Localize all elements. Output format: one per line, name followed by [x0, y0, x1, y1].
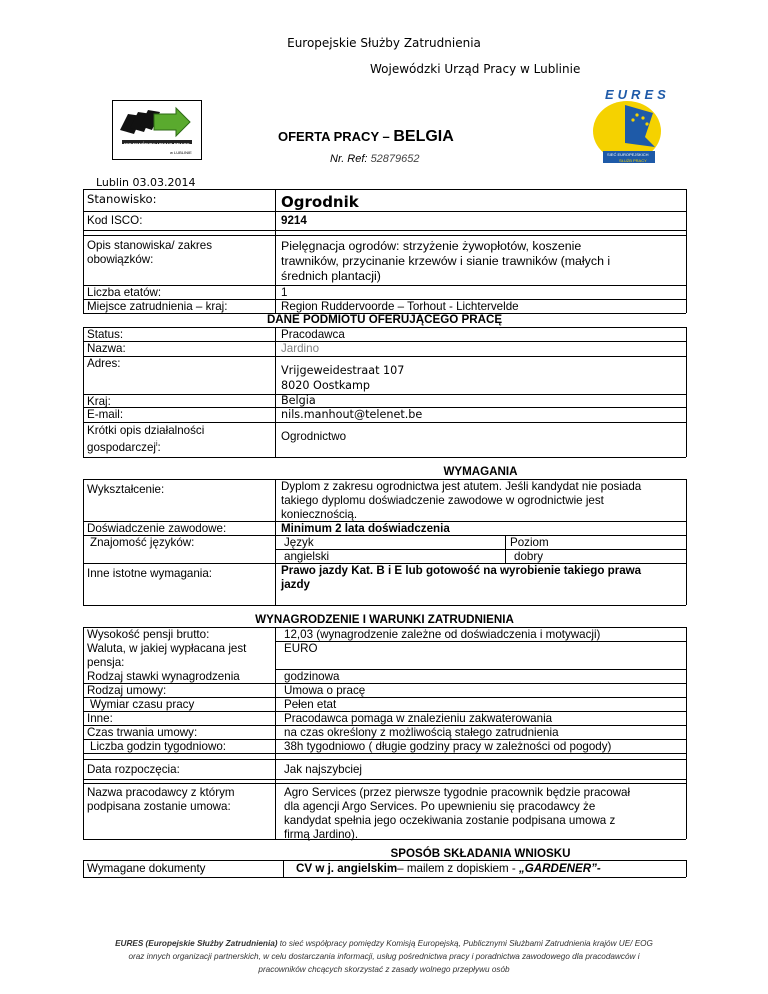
status-label: Status: [87, 328, 124, 341]
etatow-value: 1 [281, 286, 288, 299]
nazwa-value: Jardino [281, 342, 320, 355]
dzialalnosc-value: Ogrodnictwo [281, 430, 347, 443]
doswiadczenie-label: Doświadczenie zawodowe: [87, 522, 227, 535]
pensja-label: Wysokość pensji brutto: [87, 628, 210, 641]
start-label: Data rozpoczęcia: [87, 763, 180, 776]
pracodawca-value: Agro Services (przez pierwsze tygodnie pracownik będzie pracował dla agencji Argo Services. Po upewnieniu się pracodawcy że kandydat spełnia jego oczekiwania zostanie podpisana umowa z firmą Jardino). [284, 786, 631, 841]
eures-logo [585, 85, 680, 167]
stawka-value: godzinowa [284, 670, 340, 683]
czas-label: Czas trwania umowy: [87, 726, 198, 739]
wup-logo-caption-2: w LUBLINIE [170, 150, 192, 155]
ref-value: 52879652 [370, 153, 420, 165]
salary-section-title: WYNAGRODZENIE I WARUNKI ZATRUDNIENIA [255, 613, 514, 626]
umowa-label: Rodzaj umowy: [87, 684, 167, 697]
pracodawca-label: Nazwa pracodawcy z którym podpisana zostanie umowa: [87, 786, 235, 813]
wyksztalcenie-value: Dyplom z zakresu ogrodnictwa jest atutem. Jeśli kandydat nie posiada takiego dyplomu doświadczenie zawodowe w ogrodnictwie jest koniecznością. [281, 480, 642, 521]
offer-ref [330, 153, 420, 165]
nazwa-label: Nazwa: [87, 342, 126, 355]
miejsce-value: Region Ruddervoorde – Torhout - Lichtervelde [281, 300, 519, 313]
wup-logo [112, 100, 202, 160]
requirements-section-title: WYMAGANIA [443, 465, 518, 478]
godziny-value: 38h tygodniowo ( długie godziny pracy w zależności od pogody) [284, 740, 612, 753]
opis-stanowiska-label: Opis stanowiska/ zakres obowiązków: [87, 239, 213, 266]
start-value: Jak najszybciej [284, 763, 362, 776]
stanowisko-value: Ogrodnik [281, 193, 359, 211]
czas-value: na czas określony z możliwością stałego zatrudnienia [284, 726, 559, 739]
employer-section-title: DANE PODMIOTU OFERUJĄCEGO PRACĘ [266, 313, 503, 326]
eures-logo-caption: SIEĆ EUROPEJSKICH [607, 152, 649, 157]
wup-logo-caption: WOJEWÓDZKI URZĄD PRACY [124, 142, 190, 147]
jezyk-header: Język [284, 536, 314, 549]
inne-label: Inne: [87, 712, 113, 725]
adres-label: Adres: [87, 357, 121, 370]
wymiar-value: Pełen etat [284, 698, 337, 711]
inne-value: Pracodawca pomaga w znalezieniu zakwaterowania [284, 712, 553, 725]
footer-note: EURES (Europejskie Służby Zatrudnienia) to sieć współpracy pomiędzy Komisją Europejską, Publicznymi Służbami Zatrudnienia krajów UE/ EOG oraz innych organizacji partnerskich, w celu dostarczania informacji, usług pośrednictwa pracy i poradnictwa zawodowego dla pracodawców i pracowników chcących skorzystać z zasady wolnego przepływu osób [115, 939, 653, 974]
status-value: Pracodawca [281, 328, 345, 341]
inne-wymagania-value: Prawo jazdy Kat. B i E lub gotowość na wyrobienie takiego prawa jazdy [281, 564, 642, 591]
dokumenty-label: Wymagane dokumenty [87, 862, 206, 875]
jezyk-value: angielski [284, 550, 330, 563]
doswiadczenie-value: Minimum 2 lata doświadczenia [281, 522, 450, 535]
etatow-label: Liczba etatów: [87, 286, 162, 299]
godziny-label: Liczba godzin tygodniowo: [90, 740, 226, 753]
pensja-value: 12,03 (wynagrodzenie zależne od doświadczenia i motywacji) [284, 628, 601, 641]
dokumenty-value: CV w j. angielskim– mailem z dopiskiem - „GARDENER”- [296, 862, 601, 875]
ref-label: Nr. Ref: [330, 153, 368, 165]
org-name: Europejskie Służby Zatrudnienia [287, 36, 481, 50]
offer-title [278, 128, 454, 146]
stanowisko-label: Stanowisko: [87, 192, 157, 206]
office-name: Wojewódzki Urząd Pracy w Lublinie [370, 62, 581, 76]
offer-date: Lublin 03.03.2014 [96, 176, 196, 189]
waluta-label: Waluta, w jakiej wypłacana jest pensja: [87, 642, 247, 669]
kraj-label: Kraj: [87, 395, 111, 408]
isco-label: Kod ISCO: [87, 214, 143, 227]
wymiar-label: Wymiar czasu pracy [90, 698, 195, 711]
poziom-value: dobry [514, 550, 544, 563]
poziom-header: Poziom [510, 536, 549, 549]
opis-stanowiska-value: Pielęgnacja ogrodów: strzyżenie żywopłotów, koszenie trawników, przycinanie krzewów i sianie trawników (małych i średnich plantacji) [281, 239, 611, 283]
adres-value: Vrijgeweidestraat 107 8020 Oostkamp [281, 364, 405, 392]
eures-logo-caption-2: SŁUŻB PRACY [619, 158, 647, 163]
email-value[interactable]: nils.manhout@telenet.be [281, 408, 423, 421]
eures-logo-text: EURES [605, 87, 670, 102]
kraj-value: Belgia [281, 394, 316, 407]
email-label: E-mail: [87, 408, 124, 421]
wyksztalcenie-label: Wykształcenie: [87, 483, 165, 496]
jezyki-label: Znajomość języków: [90, 536, 195, 549]
application-section-title: SPOSÓB SKŁADANIA WNIOSKU [390, 847, 571, 860]
isco-value: 9214 [281, 214, 307, 227]
inne-wymagania-label: Inne istotne wymagania: [87, 567, 213, 580]
offer-title-prefix: OFERTA PRACY – [278, 129, 390, 144]
stawka-label: Rodzaj stawki wynagrodzenia [87, 670, 240, 683]
umowa-value: Umowa o pracę [284, 684, 366, 697]
miejsce-label: Miejsce zatrudnienia – kraj: [87, 300, 228, 313]
waluta-value: EURO [284, 642, 318, 655]
dzialalnosc-label: Krótki opis działalności gospodarczej$^i$: [87, 424, 205, 454]
offer-country: BELGIA [393, 128, 454, 145]
